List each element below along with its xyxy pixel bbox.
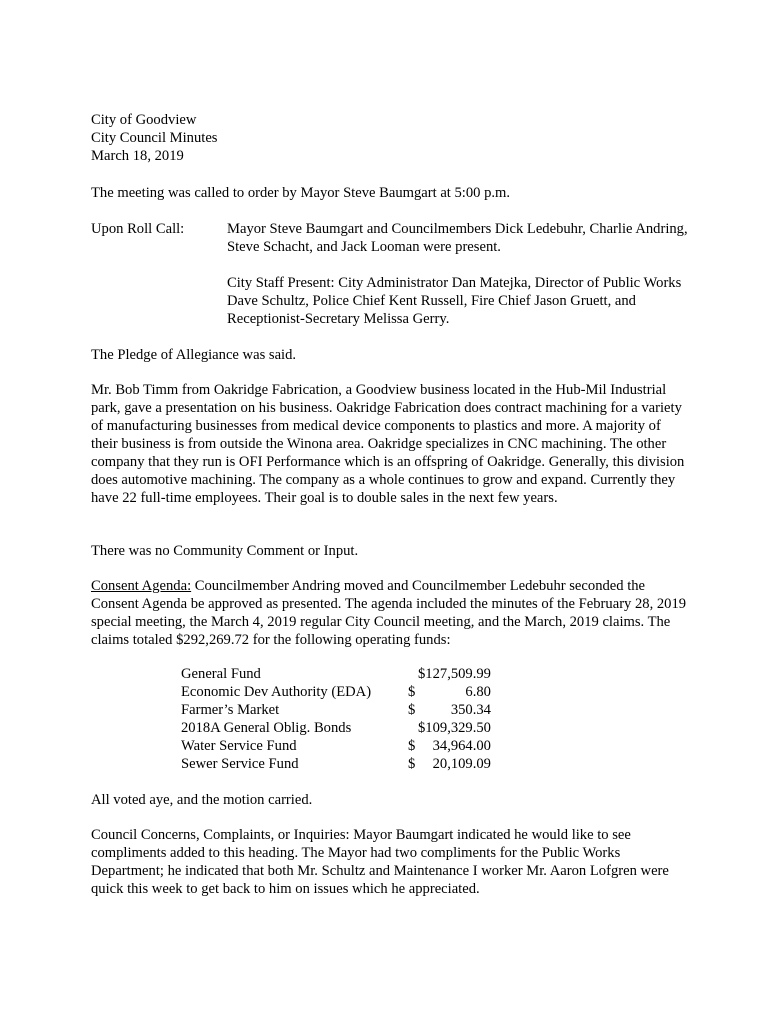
fund-amount: 6.80 <box>465 684 491 700</box>
city-name: City of Goodview <box>91 112 197 128</box>
fund-dollar-sign <box>408 665 418 683</box>
fund-dollar-sign: $ <box>408 756 416 772</box>
staff-present: City Staff Present: City Administrator Dan Matejka, Director of Public Works Dave Schultz, Police Chief Kent Russell, Fire Chief Jason Gruett, and Receptionist-Secretary Melissa Gerry. <box>227 275 682 327</box>
funds-table <box>181 665 491 773</box>
council-concerns-paragraph <box>91 826 691 898</box>
fund-name: General Fund <box>181 666 261 682</box>
fund-amount: $109,329.50 <box>418 720 491 736</box>
roll-call-present: Mayor Steve Baumgart and Councilmembers Dick Ledebuhr, Charlie Andring, Steve Schacht, and Jack Looman were present. <box>227 221 688 255</box>
fund-row <box>181 701 491 719</box>
fund-dollar-sign: $ <box>408 684 416 700</box>
consent-agenda-paragraph <box>91 577 691 649</box>
fund-row <box>181 755 491 773</box>
fund-name: 2018A General Oblig. Bonds <box>181 720 352 736</box>
roll-call-label: Upon Roll Call: <box>91 221 185 237</box>
fund-name: Economic Dev Authority (EDA) <box>181 684 372 700</box>
document-title: City Council Minutes <box>91 130 218 146</box>
community-comment: There was no Community Comment or Input. <box>91 543 359 559</box>
fund-row <box>181 737 491 755</box>
fund-row <box>181 683 491 701</box>
fund-dollar-sign: $ <box>408 738 416 754</box>
fund-name: Farmer’s Market <box>181 702 280 718</box>
fund-name: Water Service Fund <box>181 738 297 754</box>
council-concerns-text: Council Concerns, Complaints, or Inquiries: Mayor Baumgart indicated he would like to see compliments added to this heading. The Mayor had two compliments for the Public Works Department; he indicated that both Mr. Schultz and Maintenance I worker Mr. Aaron Lofgren were quick this week to get back to him on issues which he appreciated. <box>91 827 669 897</box>
fund-amount: 34,964.00 <box>432 738 491 754</box>
presentation-text: Mr. Bob Timm from Oakridge Fabrication, a Goodview business located in the Hub-Mil Industrial park, gave a presentation on his business. Oakridge Fabrication does contract machining for a variety of manufacturing businesses from medical device components to plastics and more. A majority of their business is from outside the Winona area. Oakridge specializes in CNC machining. The other company that they run is OFI Performance which is an offspring of Oakridge. Generally, this division does automotive machining. The company as a whole continues to grow and expand. Currently they have 22 full-time employees. Their goal is to double sales in the next few years. <box>91 382 685 506</box>
fund-name: Sewer Service Fund <box>181 756 299 772</box>
fund-dollar-sign: $ <box>408 702 416 718</box>
pledge: The Pledge of Allegiance was said. <box>91 347 297 363</box>
meeting-date: March 18, 2019 <box>91 148 184 164</box>
vote-result: All voted aye, and the motion carried. <box>91 792 313 808</box>
fund-row <box>181 719 491 737</box>
consent-agenda-text: Councilmember Andring moved and Councilmember Ledebuhr seconded the Consent Agenda be approved as presented. The agenda included the minutes of the February 28, 2019 special meeting, the March 4, 2019 regular City Council meeting, and the March, 2019 claims. The claims totaled $292,269.72 for the following operating funds: <box>91 578 687 648</box>
presentation-paragraph <box>91 381 691 507</box>
fund-row <box>181 665 491 683</box>
call-to-order: The meeting was called to order by Mayor Steve Baumgart at 5:00 p.m. <box>91 185 511 201</box>
consent-agenda-body <box>91 577 691 649</box>
fund-amount: 20,109.09 <box>432 756 491 772</box>
fund-amount: 350.34 <box>450 702 491 718</box>
consent-agenda-heading: Consent Agenda: <box>91 578 192 594</box>
fund-amount: $127,509.99 <box>418 666 491 682</box>
fund-dollar-sign <box>408 719 418 737</box>
